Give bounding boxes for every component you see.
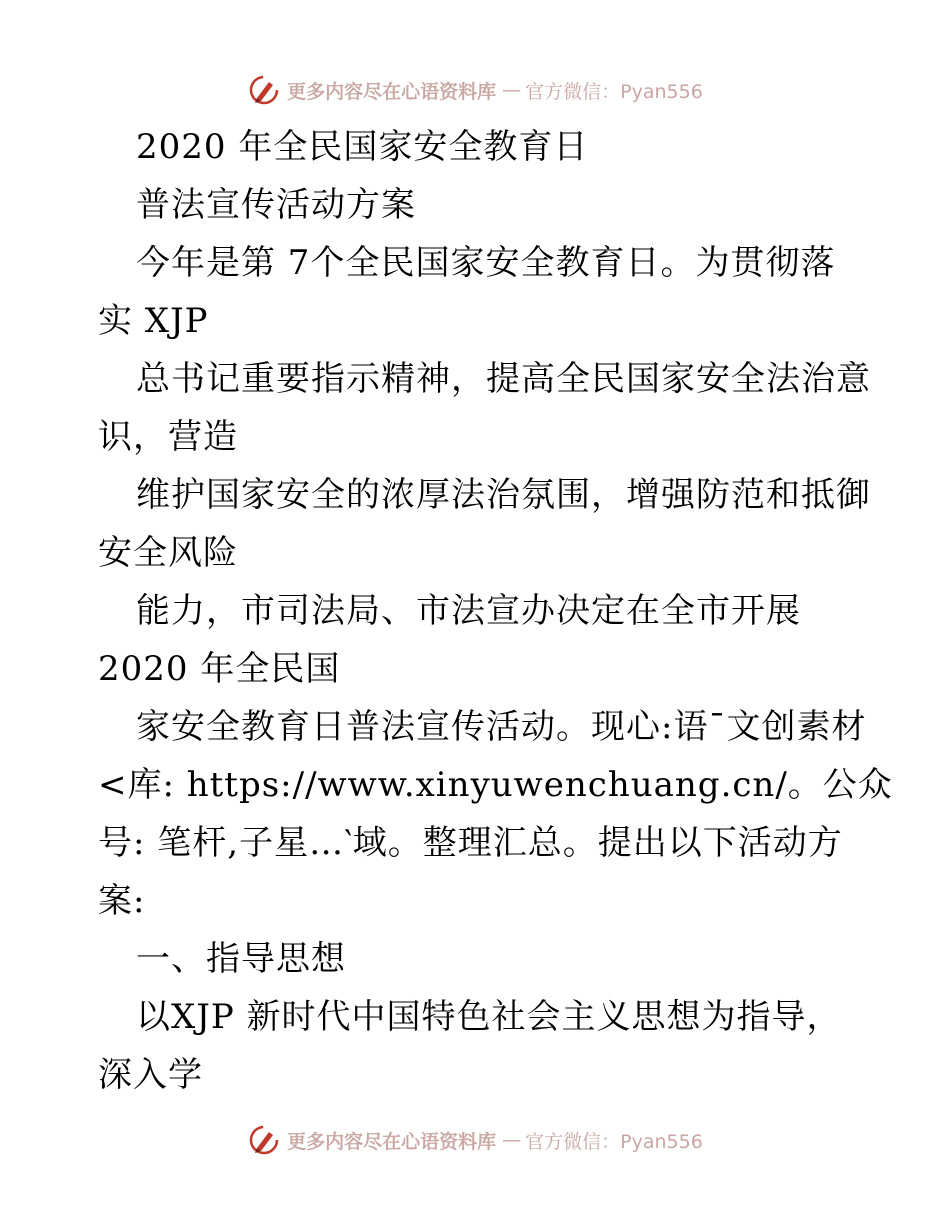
text-line: 普法宣传活动方案 <box>136 185 416 225</box>
text-line: 安全风险 <box>98 533 238 573</box>
text-line: 识，营造 <box>98 417 238 457</box>
text-line: 深入学 <box>98 1055 203 1095</box>
text-line: 以XJP 新时代中国特色社会主义思想为指导， <box>136 997 842 1037</box>
text-line: 号: 笔杆,子星…‵域。整理汇总。提出以下活动方 <box>98 823 843 863</box>
watermark-separator: — <box>502 1129 520 1151</box>
watermark-wechat: 官方微信：Pyan556 <box>525 1130 703 1153</box>
text-line: 今年是第 7个全民国家安全教育日。为贯彻落 <box>136 243 836 283</box>
pen-logo-icon <box>247 1123 281 1157</box>
document-body <box>98 118 893 1104</box>
watermark-separator: — <box>502 79 520 101</box>
text-line: 总书记重要指示精神，提高全民国家安全法治意 <box>136 359 871 399</box>
watermark-text: 更多内容尽在心语资料库 <box>287 1130 497 1153</box>
pen-logo-icon <box>247 73 281 107</box>
watermark-wechat: 官方微信：Pyan556 <box>525 80 703 103</box>
text-line: 家安全教育日普法宣传活动。现心:语¯文创素材 <box>136 707 867 747</box>
watermark-banner-bottom <box>0 1118 950 1162</box>
watermark-banner-top <box>0 68 950 112</box>
text-line: 2020 年全民国家安全教育日 <box>136 127 589 167</box>
text-line: 能力，市司法局、市法宣办决定在全市开展 <box>136 591 801 631</box>
watermark-text: 更多内容尽在心语资料库 <box>287 80 497 103</box>
text-line: 2020 年全民国 <box>98 649 341 689</box>
text-line: <库: https://www.xinyuwenchuang.cn/。公众 <box>98 765 893 805</box>
section-heading: 一、指导思想 <box>136 939 346 979</box>
text-line: 维护国家安全的浓厚法治氛围，增强防范和抵御 <box>136 475 871 515</box>
text-line: 实 XJP <box>98 301 209 341</box>
text-line: 案: <box>98 881 146 921</box>
